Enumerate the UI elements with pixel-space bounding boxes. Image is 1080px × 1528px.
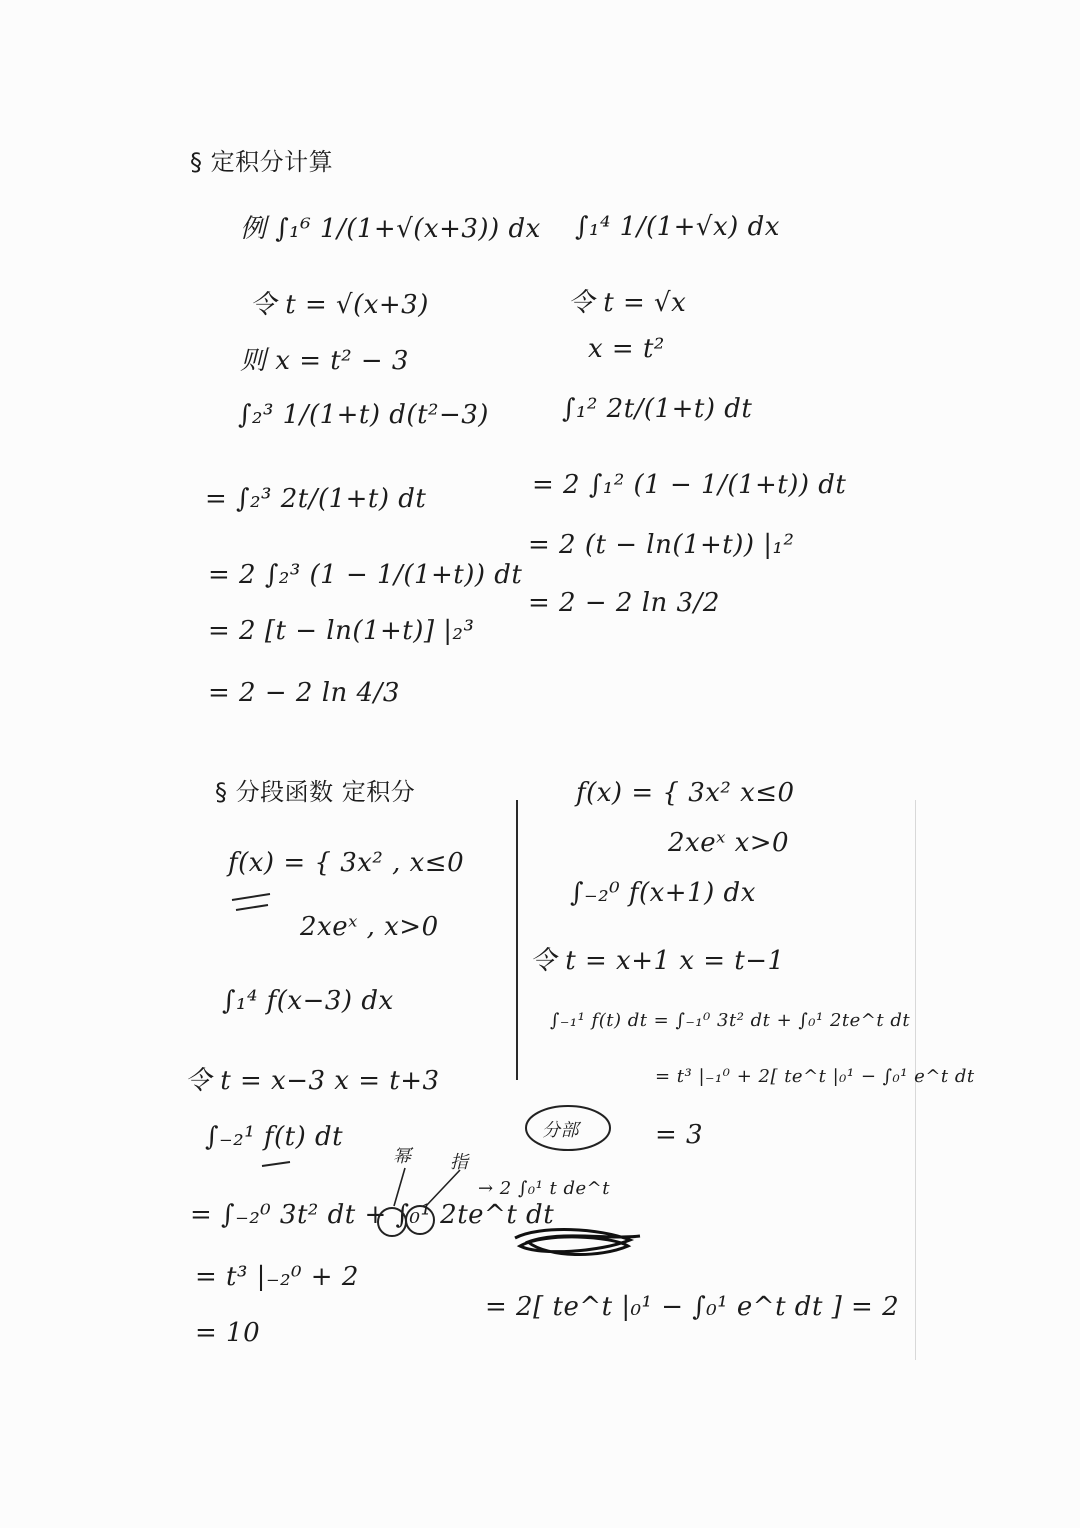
section-heading-definite-integral: § 定积分计算 bbox=[190, 148, 334, 176]
left-piecewise-integral: ∫₁⁴ f(x−3) dx bbox=[222, 986, 394, 1016]
left-piecewise-step-1: = ∫₋₂⁰ 3t² dt + ∫₀¹ 2te^t dt bbox=[190, 1200, 555, 1230]
left-example: 例 ∫₁⁶ 1/(1+√(x+3)) dx bbox=[240, 214, 541, 244]
left-piecewise-transformed: ∫₋₂¹ f(t) dt bbox=[205, 1122, 344, 1152]
right-piecewise-step-1: ∫₋₁¹ f(t) dt = ∫₋₁⁰ 3t² dt + ∫₀¹ 2te^t dt bbox=[550, 1010, 911, 1031]
right-arrow-note: → 2 ∫₀¹ t de^t bbox=[478, 1178, 610, 1199]
annotation-exponential: 指 bbox=[450, 1152, 469, 1173]
right-transformed-integral: ∫₁² 2t/(1+t) dt bbox=[562, 394, 753, 424]
right-piecewise-step-3: = 3 bbox=[655, 1120, 704, 1150]
left-step-3: = 2 [t − ln(1+t)] |₂³ bbox=[208, 616, 475, 646]
left-substitution: 令 t = √(x+3) bbox=[250, 290, 429, 320]
left-piecewise-case-2: 2xeˣ , x>0 bbox=[300, 912, 439, 942]
left-transformed-integral: ∫₂³ 1/(1+t) d(t²−3) bbox=[238, 400, 489, 430]
left-piecewise-step-3: = 10 bbox=[195, 1318, 261, 1348]
right-step-3: = 2 − 2 ln 3/2 bbox=[528, 588, 720, 618]
circled-note-by-parts: 分部 bbox=[542, 1120, 579, 1141]
right-piecewise-substitution: 令 t = x+1 x = t−1 bbox=[530, 946, 785, 976]
left-step-2: = 2 ∫₂³ (1 − 1/(1+t)) dt bbox=[208, 560, 523, 590]
right-example: ∫₁⁴ 1/(1+√x) dx bbox=[575, 212, 780, 242]
right-step-2: = 2 (t − ln(1+t)) |₁² bbox=[528, 530, 795, 560]
left-step-4: = 2 − 2 ln 4/3 bbox=[208, 678, 400, 708]
left-then: 则 x = t² − 3 bbox=[240, 346, 409, 376]
right-piecewise-case-2: 2xeˣ x>0 bbox=[668, 828, 790, 858]
left-step-1: = ∫₂³ 2t/(1+t) dt bbox=[205, 484, 427, 514]
left-piecewise-step-2: = t³ |₋₂⁰ + 2 bbox=[195, 1262, 359, 1292]
right-then: x = t² bbox=[588, 334, 665, 364]
annotation-power: 幂 bbox=[393, 1146, 412, 1167]
right-step-1: = 2 ∫₁² (1 − 1/(1+t)) dt bbox=[532, 470, 847, 500]
left-piecewise-case-1: f(x) = { 3x² , x≤0 bbox=[228, 848, 465, 878]
right-piecewise-integral: ∫₋₂⁰ f(x+1) dx bbox=[570, 878, 756, 908]
right-substitution: 令 t = √x bbox=[568, 288, 687, 318]
left-piecewise-substitution: 令 t = x−3 x = t+3 bbox=[185, 1066, 440, 1096]
right-piecewise-case-1: f(x) = { 3x² x≤0 bbox=[576, 778, 795, 808]
right-piecewise-step-2: = t³ |₋₁⁰ + 2[ te^t |₀¹ − ∫₀¹ e^t dt bbox=[655, 1066, 975, 1087]
right-piecewise-step-4: = 2[ te^t |₀¹ − ∫₀¹ e^t dt ] = 2 bbox=[485, 1292, 900, 1322]
section-heading-piecewise: § 分段函数 定积分 bbox=[215, 778, 416, 806]
